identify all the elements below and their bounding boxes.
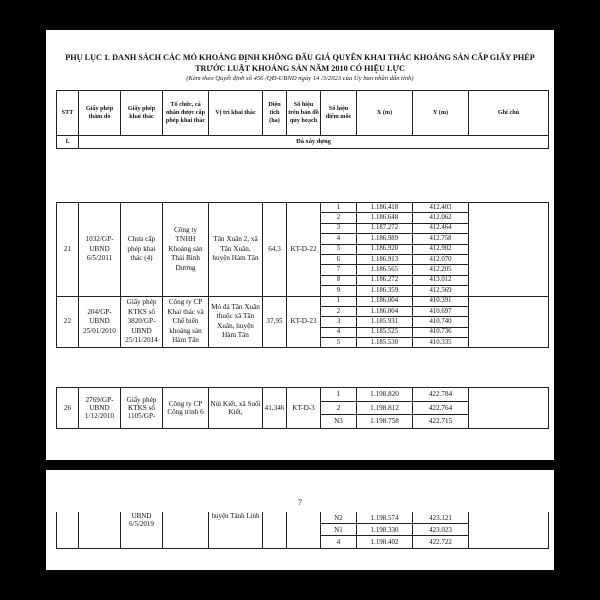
cell-y: 412.205 <box>413 265 469 275</box>
header-gp-khai-thac: Giấy phép khai thác <box>121 91 163 136</box>
cell-dien-tich: 64,3 <box>263 203 287 297</box>
cell-ghi-chu <box>469 388 549 429</box>
table-rows-21-22 <box>56 202 549 348</box>
cell-y: 412.902 <box>413 244 469 254</box>
cell-diem: 9 <box>321 286 357 296</box>
cell-ban-do <box>287 512 321 548</box>
cell-gp-khai-thac: Chưa cấp phép khai thác (4) <box>121 203 163 297</box>
cell-x: 1.186.418 <box>357 203 413 213</box>
cell-ban-do: KT-D-23 <box>287 296 321 348</box>
cell-diem: 1 <box>321 388 357 402</box>
table-row-26 <box>56 387 549 429</box>
table-page-2 <box>56 512 549 549</box>
cell-to-chuc: Công ty TNHH Khoáng sản Thái Bình Dương <box>163 203 209 297</box>
table-row <box>57 388 549 402</box>
cell-vi-tri: Núi Kiết, xã Suối Kiết, <box>209 388 263 429</box>
cell-y: 423.023 <box>413 524 469 536</box>
cell-y: 412.403 <box>413 203 469 213</box>
cell-y: 422.715 <box>413 415 469 429</box>
cell-stt: 26 <box>57 388 79 429</box>
header-gp-tham-do: Giấy phép thăm dò <box>79 91 121 136</box>
table-row <box>57 296 549 306</box>
cell-diem: 3 <box>321 223 357 233</box>
document-page-1 <box>46 30 554 460</box>
document-subtitle: (Kèm theo Quyết định số 456 /QĐ-UBND ngày 14 /3/2023 của Ủy ban nhân dân tỉnh) <box>186 75 414 82</box>
cell-x: 1.186.004 <box>357 306 413 316</box>
category-label: Đá xây dựng <box>79 136 549 149</box>
cell-x: 1.186.913 <box>357 254 413 264</box>
cell-dien-tich: 37,95 <box>263 296 287 348</box>
table-header <box>56 90 549 149</box>
cell-diem: 4 <box>321 327 357 337</box>
cell-diem: 4 <box>321 234 357 244</box>
cell-vi-tri: Tân Xuân 2, xã Tân Xuân, huyện Hàm Tân <box>209 203 263 297</box>
cell-y: 412.062 <box>413 213 469 223</box>
cell-to-chuc: Công ty CP Công trình 6 <box>163 388 209 429</box>
cell-x: 1.198.820 <box>357 388 413 402</box>
cell-x: 1.198.330 <box>357 524 413 536</box>
cell-gp-tham-do <box>79 512 121 548</box>
cell-diem: 4 <box>321 536 357 548</box>
cell-y: 423.121 <box>413 512 469 524</box>
document-page-2 <box>46 470 554 570</box>
cell-y: 422.764 <box>413 401 469 415</box>
cell-dien-tich <box>263 512 287 548</box>
title-line-2: TRƯỚC LUẬT KHOÁNG SẢN NĂM 2010 CÓ HIỆU LỰC <box>195 64 405 73</box>
cell-diem: 5 <box>321 244 357 254</box>
cell-y: 410.391 <box>413 296 469 306</box>
cell-x: 1.186.989 <box>357 234 413 244</box>
cell-x: 1.198.402 <box>357 536 413 548</box>
cell-diem: 2 <box>321 306 357 316</box>
cell-y: 413.012 <box>413 275 469 285</box>
cell-x: 1.186.648 <box>357 213 413 223</box>
cell-ban-do: KT-D-22 <box>287 203 321 297</box>
cell-gp-tham-do: 2769/GP-UBND 1/12/2010 <box>79 388 121 429</box>
cell-x: 1.186.920 <box>357 244 413 254</box>
cell-x: 1.186.565 <box>357 265 413 275</box>
cell-stt: 22 <box>57 296 79 348</box>
header-x: X (m) <box>357 91 413 136</box>
cell-ban-do: KT-D-3 <box>287 388 321 429</box>
cell-y: 410.697 <box>413 306 469 316</box>
cell-diem: 2 <box>321 401 357 415</box>
cell-x: 1.198.574 <box>357 512 413 524</box>
cell-gp-khai-thac: UBND 6/5/2019 <box>121 512 163 548</box>
cell-diem: 8 <box>321 275 357 285</box>
cell-x: 1.185.530 <box>357 338 413 348</box>
cell-dien-tich: 41,346 <box>263 388 287 429</box>
table-row <box>57 512 549 524</box>
cell-ghi-chu <box>469 296 549 348</box>
cell-x: 1.185.525 <box>357 327 413 337</box>
table-row <box>57 203 549 213</box>
cell-x: 1.186.272 <box>357 275 413 285</box>
cell-x: 1.198.812 <box>357 401 413 415</box>
cell-x: 1.198.758 <box>357 415 413 429</box>
cell-to-chuc <box>163 512 209 548</box>
title-line-1: PHỤ LỤC 1. DANH SÁCH CÁC MỎ KHOÁNG ĐỊNH KHÔNG ĐẤU GIÁ QUYỀN KHAI THÁC KHOÁNG SẢN CẤP GIẤY PHÉP <box>65 53 535 62</box>
page-number: 7 <box>298 498 302 507</box>
cell-diem: 1 <box>321 296 357 306</box>
cell-diem: 1 <box>321 203 357 213</box>
cell-diem: 6 <box>321 254 357 264</box>
cell-diem: 2 <box>321 213 357 223</box>
cell-x: 1.185.931 <box>357 317 413 327</box>
cell-vi-tri: Mỏ đá Tân Xuân thuộc xã Tân Xuân, huyện Hàm Tân <box>209 296 263 348</box>
cell-diem: 3 <box>321 317 357 327</box>
cell-diem: N1 <box>321 524 357 536</box>
cell-y: 422.722 <box>413 536 469 548</box>
cell-x: 1.186.359 <box>357 286 413 296</box>
cell-y: 410.335 <box>413 338 469 348</box>
header-y: Y (m) <box>413 91 469 136</box>
cell-to-chuc: Công ty CP Khai thác và Chế biến khoáng sản Hàm Tân <box>163 296 209 348</box>
category-number: I. <box>57 136 79 149</box>
header-so-hieu-ban-do: Số hiệu trên bản đồ quy hoạch <box>287 91 321 136</box>
cell-gp-khai-thac: Giấy phép KTKS số 1105/GP- <box>121 388 163 429</box>
document-title <box>46 52 554 74</box>
cell-stt <box>57 512 79 548</box>
header-to-chuc: Tổ chức, cá nhân được cấp phép khai thác <box>163 91 209 136</box>
cell-y: 412.070 <box>413 254 469 264</box>
cell-stt: 21 <box>57 203 79 297</box>
cell-y: 422.784 <box>413 388 469 402</box>
cell-ghi-chu <box>469 512 549 548</box>
cell-y: 412.464 <box>413 223 469 233</box>
cell-gp-khai-thac: Giấy phép KTKS số 3820/GP-UBND 25/11/2014 <box>121 296 163 348</box>
category-row <box>57 136 549 149</box>
cell-gp-tham-do: 204/GP-UBND 25/01/2010 <box>79 296 121 348</box>
cell-y: 412.569 <box>413 286 469 296</box>
cell-diem: N3 <box>321 415 357 429</box>
header-so-hieu-diem: Số hiệu điểm mốc <box>321 91 357 136</box>
cell-y: 410.740 <box>413 317 469 327</box>
cell-ghi-chu <box>469 203 549 297</box>
cell-gp-tham-do: 1032/GP-UBND 6/5/2011 <box>79 203 121 297</box>
cell-y: 412.758 <box>413 234 469 244</box>
cell-x: 1.186.004 <box>357 296 413 306</box>
cell-diem: 7 <box>321 265 357 275</box>
cell-diem: 5 <box>321 338 357 348</box>
cell-diem: N2 <box>321 512 357 524</box>
cell-x: 1.187.272 <box>357 223 413 233</box>
cell-vi-tri: huyện Tánh Linh <box>209 512 263 548</box>
cell-y: 410.736 <box>413 327 469 337</box>
header-ghi-chu: Ghi chú <box>469 91 549 136</box>
header-dien-tich: Diện tích (ha) <box>263 91 287 136</box>
header-stt: STT <box>57 91 79 136</box>
header-vi-tri: Vị trí khai thác <box>209 91 263 136</box>
